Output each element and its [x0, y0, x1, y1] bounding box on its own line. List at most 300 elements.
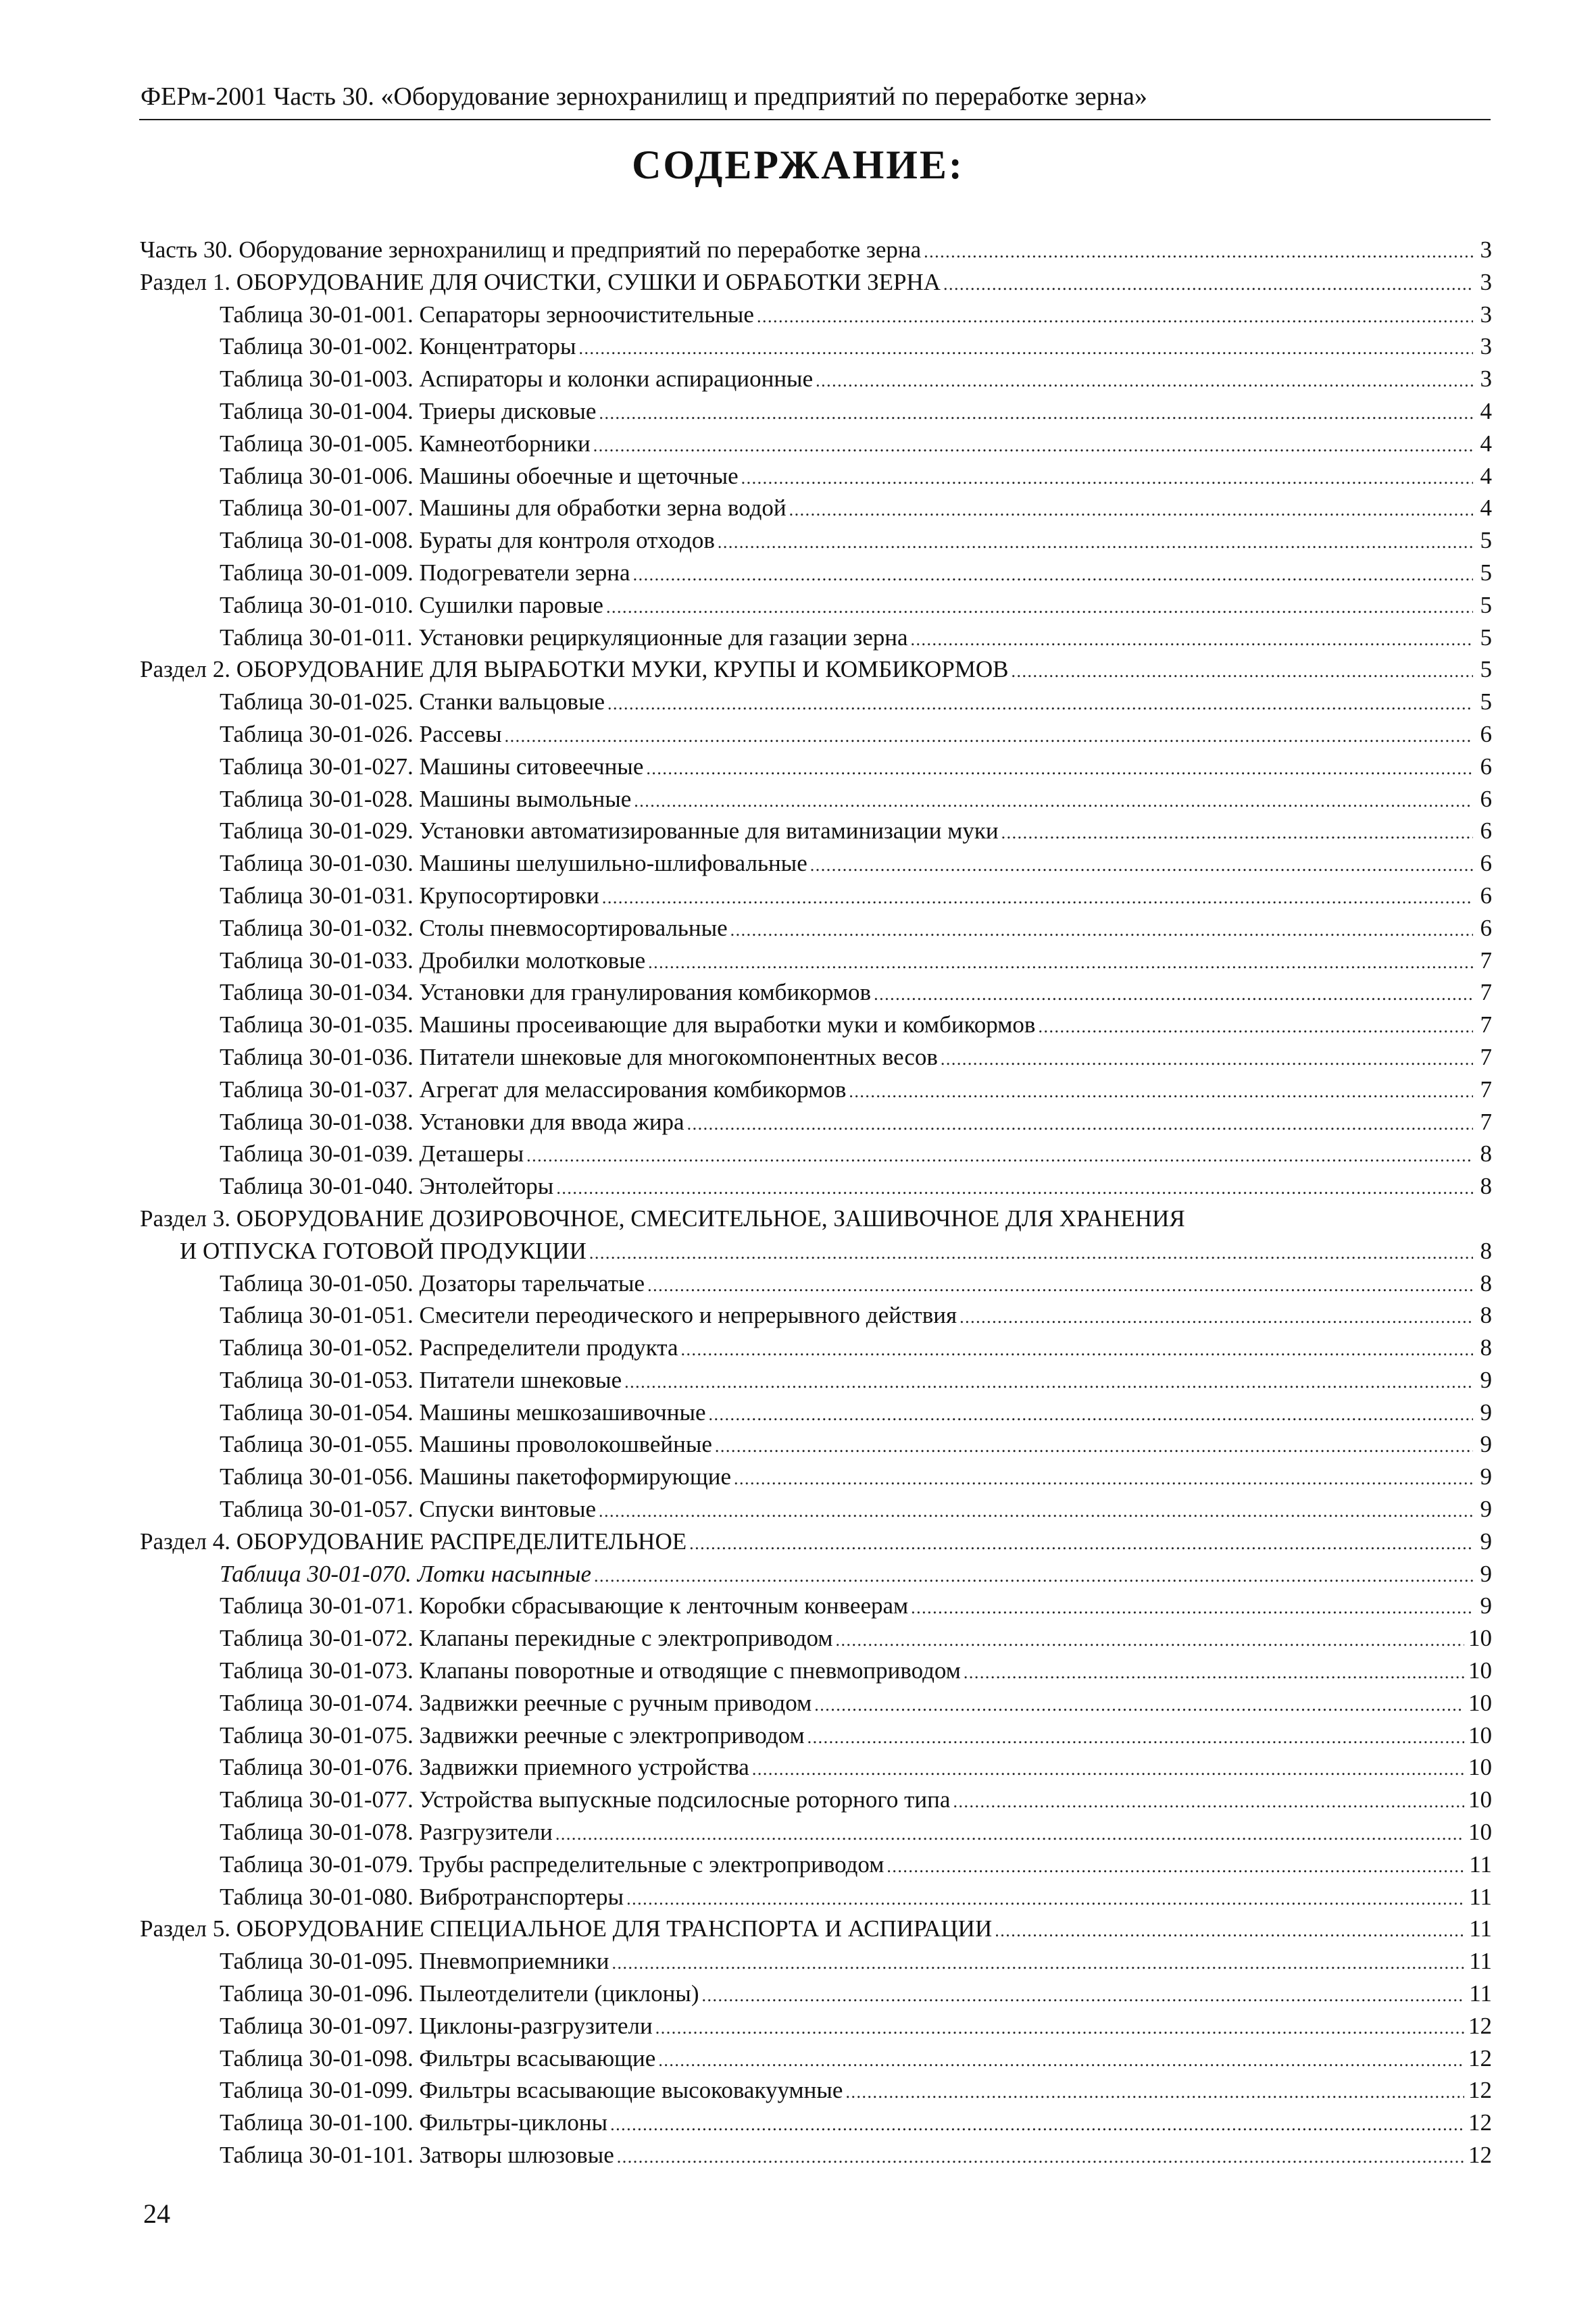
table-name: Крупосортировки	[419, 882, 599, 909]
toc-page-number: 12	[1468, 2109, 1492, 2136]
table-code: Таблица 30-01-037.	[220, 1076, 414, 1103]
table-code: Таблица 30-01-040.	[220, 1173, 414, 1200]
toc-entry-text	[220, 1687, 812, 1719]
dot-leader	[1011, 655, 1473, 688]
toc-page-number: 4	[1480, 495, 1492, 522]
table-code: Таблица 30-01-051.	[220, 1302, 414, 1329]
table-code: Таблица 30-01-098.	[220, 2044, 414, 2071]
toc-entry-text	[220, 783, 631, 815]
toc-page-number: 5	[1480, 591, 1492, 618]
toc-page-number: 8	[1480, 1334, 1492, 1361]
table-name: Машины просеивающие для выработки муки и комбикормов	[419, 1011, 1036, 1038]
toc-table-entry[interactable]	[140, 1687, 1492, 1719]
table-code: Таблица 30-01-052.	[220, 1334, 414, 1361]
toc-table-entry[interactable]	[140, 686, 1492, 718]
toc-page-number: 7	[1480, 947, 1492, 974]
dot-leader	[681, 1334, 1474, 1366]
toc-page-number: 7	[1480, 1011, 1492, 1038]
toc-table-entry[interactable]	[140, 299, 1492, 331]
toc-page-number: 6	[1480, 882, 1492, 909]
toc-entry-text	[220, 686, 605, 718]
toc-entry-text	[220, 2042, 655, 2075]
table-code: Таблица 30-01-077.	[220, 1786, 414, 1813]
toc-entry-text	[220, 1009, 1035, 1041]
dot-leader	[610, 2109, 1464, 2141]
table-code: Таблица 30-01-054.	[220, 1399, 414, 1426]
table-name: Машины проволокошвейные	[419, 1431, 712, 1458]
table-code: Таблица 30-01-010.	[220, 591, 414, 618]
table-name: Машины мешкозашивочные	[419, 1399, 706, 1426]
dot-leader	[617, 2141, 1464, 2173]
table-name: Клапаны поворотные и отводящие с пневмоприводом	[419, 1657, 961, 1684]
toc-page-number: 11	[1469, 1883, 1492, 1910]
dot-leader	[814, 1689, 1464, 1721]
toc-page-number: 10	[1468, 1721, 1492, 1749]
dot-leader	[845, 2076, 1464, 2109]
table-name: Машины для обработки зерна водой	[419, 495, 787, 522]
table-name: Концентраторы	[419, 333, 576, 360]
table-name: Машины шелушильно-шлифовальные	[419, 850, 807, 877]
dot-leader	[718, 526, 1473, 559]
table-name: Фильтры-циклоны	[419, 2109, 608, 2136]
table-code: Таблица 30-01-074.	[220, 1689, 414, 1716]
dot-leader	[709, 1399, 1473, 1431]
toc-table-entry[interactable]	[140, 847, 1492, 880]
table-name: Бураты для контроля отходов	[419, 527, 715, 554]
toc-table-entry[interactable]	[140, 2042, 1492, 2075]
toc-page-number: 11	[1469, 1980, 1492, 2007]
toc-page-number: 8	[1480, 1140, 1492, 1167]
toc-table-entry[interactable]	[140, 1299, 1492, 1332]
toc-page-number: 10	[1468, 1689, 1492, 1716]
toc-entry-text	[220, 1848, 884, 1881]
dot-leader	[807, 1721, 1464, 1754]
table-code: Таблица 30-01-080.	[220, 1883, 414, 1910]
toc-table-entry[interactable]	[140, 1784, 1492, 1816]
table-name: Трубы распределительные с электроприводом	[419, 1851, 884, 1878]
table-code: Таблица 30-01-076.	[220, 1754, 414, 1781]
toc-page-number: 6	[1480, 818, 1492, 845]
table-name: Подогреватели зерна	[419, 559, 630, 586]
table-name: Энтолейторы	[419, 1173, 554, 1200]
table-code: Таблица 30-01-056.	[220, 1463, 414, 1490]
toc-table-entry[interactable]	[140, 622, 1492, 654]
toc-entry-text	[220, 1590, 908, 1622]
table-of-contents	[140, 234, 1492, 2171]
table-name: Задвижки приемного устройства	[419, 1754, 749, 1781]
toc-table-entry[interactable]	[140, 1751, 1492, 1784]
table-name: Машины пакетоформирующие	[419, 1463, 732, 1490]
toc-entry-text	[220, 1074, 846, 1106]
toc-page-number: 5	[1480, 559, 1492, 586]
dot-leader	[579, 332, 1473, 365]
table-name: Циклоны-разгрузители	[419, 2012, 653, 2039]
toc-page-number: 6	[1480, 914, 1492, 941]
toc-section-entry[interactable]	[140, 1526, 1492, 1558]
table-name: Дробилки молотковые	[419, 947, 646, 974]
toc-page-number: 8	[1480, 1173, 1492, 1200]
toc-page-number: 7	[1480, 979, 1492, 1006]
table-code: Таблица 30-01-075.	[220, 1721, 414, 1749]
toc-page-number: 6	[1480, 785, 1492, 812]
toc-page-number: 7	[1480, 1076, 1492, 1103]
toc-table-entry[interactable]	[140, 1590, 1492, 1622]
table-name: Затворы шлюзовые	[419, 2142, 614, 2169]
toc-table-entry[interactable]	[140, 2010, 1492, 2042]
toc-table-entry[interactable]	[140, 1558, 1492, 1590]
toc-table-entry[interactable]	[140, 460, 1492, 493]
dot-leader	[624, 1366, 1473, 1399]
toc-part-entry[interactable]	[140, 234, 1492, 266]
table-name: Машины обоечные и щеточные	[419, 462, 739, 489]
dot-leader	[599, 397, 1473, 430]
table-code: Таблица 30-01-004.	[220, 397, 414, 424]
toc-table-entry[interactable]	[140, 1267, 1492, 1300]
dot-leader	[734, 1463, 1473, 1495]
toc-entry-text	[220, 1558, 591, 1590]
toc-entry-text	[220, 330, 576, 363]
table-code: Таблица 30-01-025.	[220, 688, 414, 715]
table-code: Таблица 30-01-008.	[220, 527, 414, 554]
table-name: Устройства выпускные подсилосные роторного типа	[419, 1786, 951, 1813]
dot-leader	[658, 2044, 1464, 2077]
table-code: Таблица 30-01-001.	[220, 301, 414, 328]
dot-leader	[959, 1301, 1473, 1334]
toc-section-entry-line1[interactable]: Раздел 3. ОБОРУДОВАНИЕ ДОЗИРОВОЧНОЕ, СМЕСИТЕЛЬНОЕ, ЗАШИВОЧНОЕ ДЛЯ ХРАНЕНИЯ	[140, 1205, 1185, 1232]
toc-table-entry[interactable]	[140, 1493, 1492, 1526]
dot-leader	[752, 1753, 1464, 1786]
toc-table-entry[interactable]	[140, 1816, 1492, 1848]
toc-table-entry[interactable]	[140, 1978, 1492, 2010]
table-name: Распределители продукта	[419, 1334, 678, 1361]
toc-table-entry[interactable]	[140, 428, 1492, 460]
table-name: Машины ситовеечные	[419, 753, 644, 780]
dot-leader	[789, 494, 1473, 526]
toc-table-entry[interactable]	[140, 363, 1492, 395]
table-name: Питатели шнековые	[419, 1366, 622, 1393]
dot-leader	[836, 1624, 1464, 1657]
table-code: Таблица 30-01-072.	[220, 1625, 414, 1652]
table-name: Станки вальцовые	[419, 688, 605, 715]
table-code: Таблица 30-01-007.	[220, 495, 414, 522]
toc-section-entry[interactable]	[140, 1913, 1492, 1945]
toc-page-number: 11	[1469, 1915, 1492, 1942]
toc-page-number: 12	[1468, 2142, 1492, 2169]
toc-table-entry[interactable]	[140, 1364, 1492, 1397]
table-code: Таблица 30-01-070.	[220, 1560, 412, 1587]
dot-leader	[953, 1786, 1464, 1818]
toc-entry-text	[220, 363, 813, 395]
toc-page-number: 9	[1480, 1463, 1492, 1490]
toc-entry-text: Часть 30. Оборудование зернохранилищ и предприятий по переработке зерна	[140, 236, 922, 263]
toc-entry-text	[220, 1332, 678, 1364]
toc-entry-text	[220, 589, 603, 622]
table-name: Задвижки реечные с ручным приводом	[419, 1689, 812, 1716]
table-name: Установки для ввода жира	[419, 1108, 684, 1135]
toc-entry-text	[220, 1655, 961, 1687]
toc-table-entry[interactable]	[140, 1655, 1492, 1687]
table-name: Питатели шнековые для многокомпонентных весов	[419, 1043, 938, 1070]
dot-leader	[701, 1980, 1465, 2012]
toc-section-5-tables	[140, 1945, 1492, 2171]
toc-section-3-tables	[140, 1267, 1492, 1526]
table-name: Машины вымольные	[419, 785, 632, 812]
toc-entry-text	[220, 1364, 622, 1397]
table-name: Разгрузители	[419, 1819, 553, 1846]
toc-entry-text	[220, 1816, 553, 1848]
dot-leader	[715, 1430, 1473, 1463]
toc-table-entry[interactable]	[140, 2107, 1492, 2139]
dot-leader	[1038, 1011, 1473, 1043]
table-code: Таблица 30-01-034.	[220, 979, 414, 1006]
dot-leader	[593, 430, 1473, 462]
table-code: Таблица 30-01-038.	[220, 1108, 414, 1135]
toc-page-number: 5	[1480, 624, 1492, 651]
table-name: Камнеотборники	[419, 430, 591, 457]
table-code: Таблица 30-01-039.	[220, 1140, 414, 1167]
toc-entry-text	[220, 460, 739, 493]
dot-leader	[594, 1560, 1473, 1592]
table-code: Таблица 30-01-032.	[220, 914, 414, 941]
dot-leader	[626, 1883, 1465, 1915]
toc-table-entry[interactable]	[140, 1041, 1492, 1074]
toc-table-entry[interactable]	[140, 1428, 1492, 1461]
table-name: Установки автоматизированные для витаминизации муки	[419, 818, 999, 845]
table-code: Таблица 30-01-006.	[220, 462, 414, 489]
dot-leader	[941, 1043, 1473, 1076]
toc-page-number: 11	[1469, 1948, 1492, 1975]
toc-entry-text	[220, 2074, 843, 2107]
toc-table-entry[interactable]	[140, 1881, 1492, 1913]
dot-leader	[1001, 817, 1473, 849]
toc-table-entry[interactable]	[140, 1074, 1492, 1106]
dot-leader	[924, 236, 1473, 268]
dot-leader	[607, 688, 1473, 720]
toc-table-entry[interactable]	[140, 557, 1492, 589]
running-header: ФЕРм-2001 Часть 30. «Оборудование зернохранилищ и предприятий по переработке зерна»	[141, 82, 1147, 111]
dot-leader	[646, 753, 1473, 785]
toc-table-entry[interactable]	[140, 976, 1492, 1009]
toc-table-entry[interactable]	[140, 1397, 1492, 1429]
table-code: Таблица 30-01-050.	[220, 1269, 414, 1297]
table-name: Аспираторы и колонки аспирационные	[419, 366, 814, 393]
dot-leader	[647, 1269, 1473, 1302]
table-code: Таблица 30-01-005.	[220, 430, 414, 457]
table-code: Таблица 30-01-009.	[220, 559, 414, 586]
table-name: Столы пневмосортировальные	[419, 914, 728, 941]
toc-entry-text: Раздел 4. ОБОРУДОВАНИЕ РАСПРЕДЕЛИТЕЛЬНОЕ	[140, 1528, 687, 1555]
toc-entry-text	[220, 1751, 749, 1784]
table-name: Установки для гранулирования комбикормов	[419, 979, 872, 1006]
dot-leader	[943, 268, 1473, 301]
table-code: Таблица 30-01-095.	[220, 1948, 414, 1975]
table-code: Таблица 30-01-057.	[220, 1496, 414, 1523]
toc-page-number: 4	[1480, 462, 1492, 489]
toc-table-entry[interactable]	[140, 1106, 1492, 1138]
toc-table-entry[interactable]	[140, 1848, 1492, 1881]
toc-page-number: 9	[1480, 1560, 1492, 1587]
toc-entry-text	[220, 815, 999, 847]
toc-page-number: 10	[1468, 1786, 1492, 1813]
toc-entry-text	[220, 2107, 607, 2139]
toc-table-entry[interactable]	[140, 1461, 1492, 1493]
toc-page-number: 3	[1480, 333, 1492, 360]
dot-leader	[849, 1076, 1473, 1108]
toc-page-number: 5	[1480, 527, 1492, 554]
table-code: Таблица 30-01-030.	[220, 850, 414, 877]
toc-page-number: 11	[1469, 1851, 1492, 1878]
toc-table-entry[interactable]	[140, 492, 1492, 524]
toc-entry-text	[220, 299, 754, 331]
table-code: Таблица 30-01-035.	[220, 1011, 414, 1038]
toc-entry-text	[220, 524, 715, 557]
toc-table-entry[interactable]	[140, 718, 1492, 751]
table-code: Таблица 30-01-101.	[220, 2142, 414, 2169]
dot-leader	[911, 624, 1473, 656]
toc-section-2-tables	[140, 686, 1492, 1203]
toc-entry-text	[220, 880, 599, 912]
toc-page-number: 8	[1480, 1302, 1492, 1329]
toc-table-entry[interactable]	[140, 815, 1492, 847]
toc-page-number: 12	[1468, 2044, 1492, 2071]
toc-table-entry[interactable]	[140, 1009, 1492, 1041]
table-code: Таблица 30-01-036.	[220, 1043, 414, 1070]
toc-page-number: 10	[1468, 1819, 1492, 1846]
toc-page-number: 10	[1468, 1625, 1492, 1652]
toc-page-number: 9	[1480, 1366, 1492, 1393]
toc-table-entry[interactable]	[140, 524, 1492, 557]
table-name: Смесители переодического и непрерывного действия	[419, 1302, 957, 1329]
toc-table-entry[interactable]	[140, 1138, 1492, 1170]
dot-leader	[526, 1140, 1473, 1172]
dot-leader	[602, 882, 1473, 914]
toc-table-entry[interactable]	[140, 395, 1492, 428]
table-name: Фильтры всасывающие	[419, 2044, 656, 2071]
toc-page-number: 4	[1480, 397, 1492, 424]
toc-page-number: 9	[1480, 1431, 1492, 1458]
table-code: Таблица 30-01-055.	[220, 1431, 414, 1458]
toc-page-number: 7	[1480, 1043, 1492, 1070]
dot-leader	[730, 914, 1473, 947]
dot-leader	[633, 559, 1473, 591]
toc-section-1-tables	[140, 299, 1492, 654]
toc-entry-text	[220, 1041, 938, 1074]
toc-page-number: 12	[1468, 2012, 1492, 2039]
table-code: Таблица 30-01-096.	[220, 1980, 414, 2007]
toc-page-number: 3	[1480, 301, 1492, 328]
toc-table-entry[interactable]	[140, 1170, 1492, 1203]
toc-page-number: 5	[1480, 688, 1492, 715]
toc-entry-text	[220, 1784, 950, 1816]
toc-table-entry[interactable]	[140, 1719, 1492, 1752]
page-number: 24	[143, 2198, 170, 2229]
toc-page-number: 7	[1480, 1108, 1492, 1135]
dot-leader	[655, 2012, 1464, 2044]
dot-leader	[911, 1592, 1473, 1624]
table-code: Таблица 30-01-100.	[220, 2109, 414, 2136]
toc-entry-text: Раздел 5. ОБОРУДОВАНИЕ СПЕЦИАЛЬНОЕ ДЛЯ ТРАНСПОРТА И АСПИРАЦИИ	[140, 1915, 993, 1942]
header-rule	[139, 119, 1491, 120]
toc-table-entry[interactable]	[140, 912, 1492, 945]
table-code: Таблица 30-01-099.	[220, 2077, 414, 2104]
table-code: Таблица 30-01-003.	[220, 366, 414, 393]
table-code: Таблица 30-01-079.	[220, 1851, 414, 1878]
toc-entry-text	[220, 1493, 596, 1526]
dot-leader	[634, 785, 1473, 818]
toc-table-entry[interactable]	[140, 880, 1492, 912]
toc-section-entry[interactable]	[140, 266, 1492, 299]
toc-table-entry[interactable]	[140, 945, 1492, 977]
dot-leader	[556, 1172, 1473, 1205]
toc-table-entry[interactable]	[140, 1622, 1492, 1655]
dot-leader	[599, 1495, 1473, 1528]
toc-entry-text	[220, 622, 908, 654]
table-name: Вибротранспортеры	[419, 1883, 624, 1910]
toc-table-entry[interactable]	[140, 783, 1492, 815]
toc-page-number: 3	[1480, 366, 1492, 393]
table-name: Задвижки реечные с электроприводом	[419, 1721, 805, 1749]
toc-page-number: 6	[1480, 753, 1492, 780]
dot-leader	[741, 462, 1473, 495]
toc-table-entry[interactable]	[140, 2139, 1492, 2171]
table-name: Коробки сбрасывающие к ленточным конвеерам	[419, 1592, 909, 1619]
table-name: Сушилки паровые	[419, 591, 603, 618]
dot-leader	[964, 1657, 1464, 1689]
table-name: Клапаны перекидные с электроприводом	[419, 1625, 833, 1652]
toc-page-number: 10	[1468, 1657, 1492, 1684]
toc-entry-text	[220, 1138, 524, 1170]
toc-entry-text	[220, 847, 807, 880]
toc-page-number: 9	[1480, 1528, 1492, 1555]
toc-table-entry[interactable]	[140, 1945, 1492, 1978]
toc-page-number: 12	[1468, 2077, 1492, 2104]
toc-entry-text	[220, 912, 728, 945]
table-code: Таблица 30-01-028.	[220, 785, 414, 812]
table-name: Триеры дисковые	[419, 397, 597, 424]
table-name: Спуски винтовые	[419, 1496, 597, 1523]
toc-entry-text	[220, 976, 871, 1009]
toc-entry-text	[220, 1945, 609, 1978]
toc-table-entry[interactable]	[140, 751, 1492, 783]
table-code: Таблица 30-01-078.	[220, 1819, 414, 1846]
toc-entry-text	[220, 395, 596, 428]
table-code: Таблица 30-01-031.	[220, 882, 414, 909]
dot-leader	[648, 947, 1473, 979]
toc-page-number: 6	[1480, 720, 1492, 747]
dot-leader	[757, 301, 1473, 333]
toc-table-entry[interactable]	[140, 1332, 1492, 1364]
toc-entry-text	[220, 1428, 712, 1461]
dot-leader	[612, 1947, 1465, 1980]
table-name: Лотки насыпные	[417, 1560, 591, 1587]
toc-table-entry[interactable]	[140, 2074, 1492, 2107]
toc-table-entry[interactable]	[140, 589, 1492, 622]
table-name: Пылеотделители (циклоны)	[419, 1980, 699, 2007]
toc-table-entry[interactable]	[140, 330, 1492, 363]
table-code: Таблица 30-01-002.	[220, 333, 414, 360]
table-code: Таблица 30-01-097.	[220, 2012, 414, 2039]
toc-section-entry-line2[interactable]	[140, 1235, 1492, 1267]
table-name: Сепараторы зерноочистительные	[419, 301, 754, 328]
dot-leader	[810, 849, 1473, 882]
dot-leader	[689, 1528, 1473, 1560]
toc-page-number: 3	[1480, 236, 1492, 263]
toc-page-number: 10	[1468, 1754, 1492, 1781]
toc-section-entry[interactable]	[140, 653, 1492, 686]
toc-entry-text	[220, 1397, 706, 1429]
dot-leader	[687, 1108, 1473, 1140]
toc-entry-text	[220, 1461, 731, 1493]
